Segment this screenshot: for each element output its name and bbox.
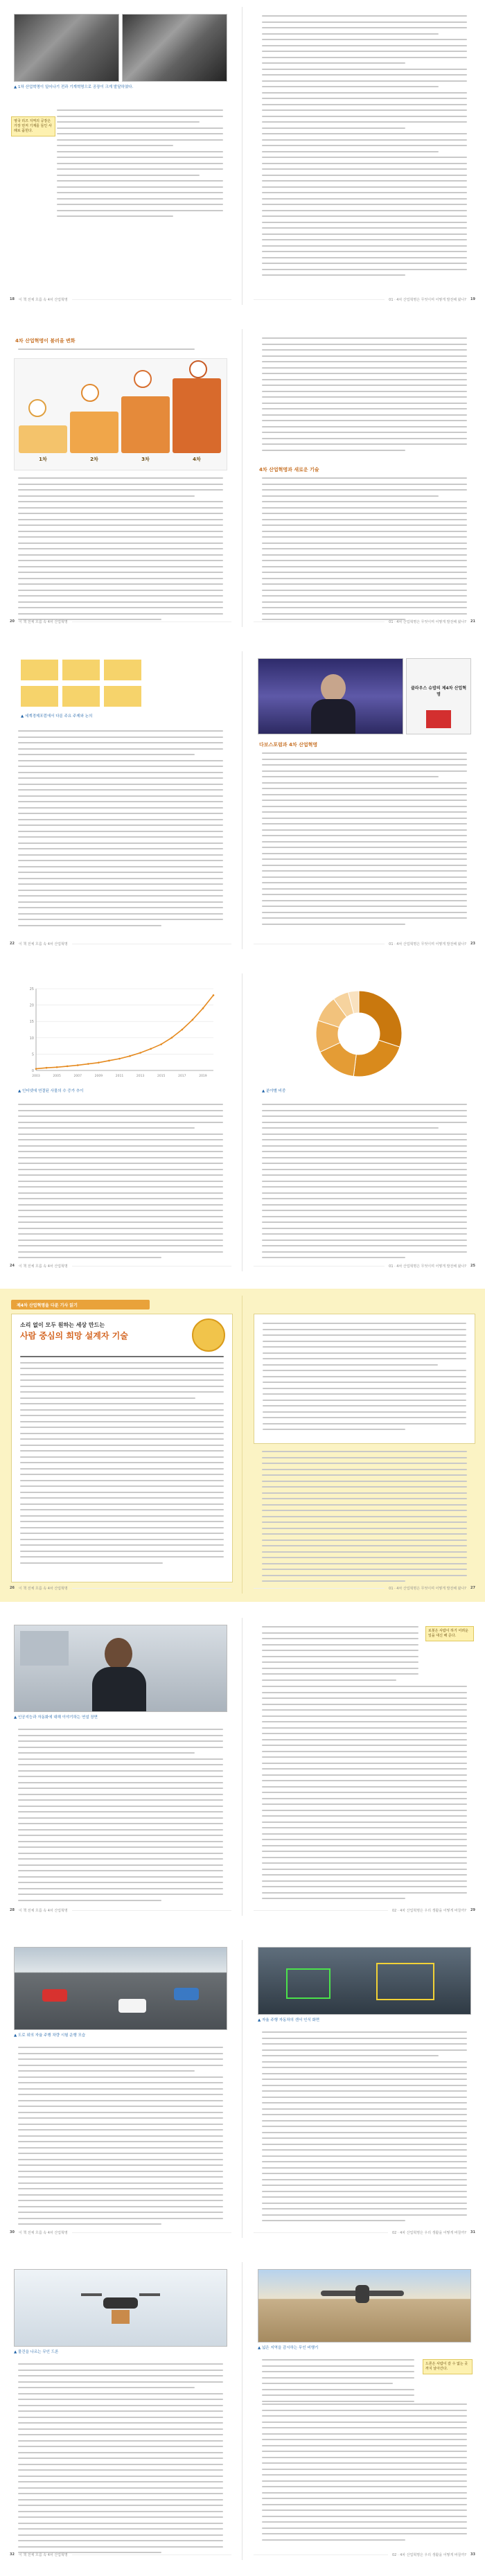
article-card bbox=[11, 1314, 233, 1582]
side-note: 로봇은 사람이 하기 어려운 일을 대신 해 준다. bbox=[425, 1626, 474, 1641]
body-text bbox=[18, 730, 223, 930]
photo-caption: ▲ 인공지능과 자동화에 대해 이야기하는 연설 장면 bbox=[14, 1715, 98, 1720]
body-text bbox=[262, 2403, 467, 2545]
page-left bbox=[4, 650, 237, 952]
page-footer bbox=[10, 295, 231, 303]
spread-1 bbox=[0, 0, 485, 313]
diagram-step-3 bbox=[121, 396, 170, 453]
factory-photo-old bbox=[14, 14, 119, 82]
headline-line-1: 소리 없이 모두 원하는 세상 만드는 bbox=[20, 1322, 105, 1328]
data-point bbox=[87, 1063, 89, 1065]
page-left bbox=[4, 972, 237, 1274]
data-point bbox=[77, 1064, 79, 1066]
running-head: 이 책 전체 흐름 속 4차 산업혁명 bbox=[18, 619, 68, 624]
drone-photo bbox=[14, 2269, 227, 2347]
x-tick-label: 2017 bbox=[178, 1075, 186, 1078]
body-text bbox=[18, 477, 223, 625]
book-title: 클라우스 슈밥의 제4차 산업혁명 bbox=[411, 686, 466, 697]
data-point bbox=[202, 1007, 204, 1009]
y-tick-label: 20 bbox=[29, 1003, 34, 1008]
article-text bbox=[263, 1323, 466, 1435]
running-head: 이 책 전체 흐름 속 4차 산업혁명 bbox=[18, 2552, 68, 2557]
body-text bbox=[262, 1104, 467, 1263]
data-point bbox=[56, 1066, 58, 1068]
running-head: 이 책 전체 흐름 속 4차 산업혁명 bbox=[18, 2230, 68, 2235]
running-head: 01 · 4차 산업혁명은 무엇이며 어떻게 발전해 왔나? bbox=[389, 619, 467, 624]
speaker-figure bbox=[321, 674, 346, 702]
page-number: 23 bbox=[470, 942, 475, 946]
article-card-continued bbox=[254, 1314, 475, 1444]
body-text bbox=[262, 15, 467, 281]
y-tick-label: 5 bbox=[31, 1052, 34, 1057]
photo-caption: ▲ 물건을 나르는 무인 드론 bbox=[14, 2350, 59, 2354]
figure-caption: ▲ 세계경제포럼에서 다룬 주요 주제와 논의 bbox=[21, 714, 93, 718]
pie-chart bbox=[290, 982, 428, 1086]
page-number: 21 bbox=[470, 619, 475, 624]
page-right bbox=[248, 972, 481, 1274]
body-text bbox=[18, 349, 223, 355]
banner-text: 제4차 산업혁명을 다룬 기사 읽기 bbox=[17, 1303, 78, 1308]
data-point bbox=[160, 1043, 162, 1046]
body-text bbox=[262, 1451, 467, 1587]
running-head: 02 · 4차 산업혁명은 우리 생활을 어떻게 바꿀까? bbox=[392, 2230, 467, 2235]
page-right bbox=[248, 650, 481, 952]
page-number: 32 bbox=[10, 2552, 15, 2557]
y-tick-label: 15 bbox=[29, 1020, 34, 1025]
running-head: 이 책 전체 흐름 속 4차 산업혁명 bbox=[18, 942, 68, 946]
page-number: 29 bbox=[470, 1908, 475, 1912]
x-tick-label: 2009 bbox=[94, 1075, 103, 1078]
topic-cell bbox=[104, 686, 141, 707]
spread-7 bbox=[0, 1933, 485, 2246]
spread-3 bbox=[0, 644, 485, 958]
topic-cell bbox=[21, 686, 58, 707]
body-text bbox=[18, 2363, 223, 2558]
topic-cell bbox=[62, 686, 100, 707]
screen-background bbox=[20, 1631, 69, 1666]
side-note: 드론은 사람이 갈 수 없는 곳까지 날아간다. bbox=[423, 2359, 473, 2374]
page-footer bbox=[254, 1262, 475, 1270]
page-number: 30 bbox=[10, 2230, 15, 2234]
running-head: 01 · 4차 산업혁명은 무엇이며 어떻게 발전해 왔나? bbox=[389, 1586, 467, 1591]
data-point bbox=[182, 1029, 184, 1031]
page-footer bbox=[10, 617, 231, 626]
factory-icon bbox=[81, 384, 99, 402]
body-text bbox=[262, 2031, 467, 2226]
surveillance-plane-photo bbox=[258, 2269, 471, 2343]
chart-caption: ▲ 분야별 비중 bbox=[262, 1089, 286, 1093]
page-number: 19 bbox=[470, 297, 475, 301]
drone-body bbox=[103, 2297, 138, 2309]
page-right bbox=[248, 1294, 481, 1596]
page-right bbox=[248, 328, 481, 630]
page-right bbox=[248, 1616, 481, 1918]
running-head: 이 책 전체 흐름 속 4차 산업혁명 bbox=[18, 1586, 68, 1591]
x-tick-label: 2003 bbox=[32, 1075, 40, 1078]
topic-cell bbox=[104, 660, 141, 680]
book-cover bbox=[406, 658, 471, 734]
page-number: 31 bbox=[470, 2230, 475, 2234]
speaker-body bbox=[92, 1667, 146, 1711]
page-footer bbox=[10, 1262, 231, 1270]
page-right bbox=[248, 6, 481, 308]
road-cars-photo bbox=[14, 1947, 227, 2030]
data-point bbox=[35, 1068, 37, 1070]
plane-body bbox=[355, 2285, 369, 2303]
running-head: 이 책 전체 흐름 속 4차 산업혁명 bbox=[18, 1264, 68, 1269]
data-point bbox=[98, 1061, 100, 1064]
y-tick-label: 0 bbox=[31, 1069, 34, 1073]
running-head: 01 · 4차 산업혁명은 무엇이며 어떻게 발전해 왔나? bbox=[389, 1264, 467, 1269]
data-point bbox=[170, 1037, 173, 1039]
page-number: 28 bbox=[10, 1908, 15, 1912]
drone-rotor bbox=[139, 2293, 160, 2296]
book-cover-mark bbox=[426, 710, 451, 728]
speech-photo bbox=[14, 1625, 227, 1712]
body-text bbox=[262, 477, 467, 625]
page-footer bbox=[254, 1906, 475, 1914]
photo-caption: ▲ 넓은 지역을 감시하는 무인 비행기 bbox=[258, 2346, 319, 2350]
line-chart bbox=[18, 982, 219, 1086]
topic-cell bbox=[21, 660, 58, 680]
x-tick-label: 2015 bbox=[157, 1075, 166, 1078]
page-left bbox=[4, 1939, 237, 2241]
running-head: 02 · 4차 산업혁명은 우리 생활을 어떻게 바꿀까? bbox=[392, 1908, 467, 1913]
section-heading: 다보스포럼과 4차 산업혁명 bbox=[259, 742, 318, 748]
diagram-label-4: 4차 bbox=[193, 457, 201, 462]
page-number: 27 bbox=[470, 1586, 475, 1590]
page-number: 24 bbox=[10, 1264, 15, 1268]
topic-grid bbox=[21, 660, 146, 709]
x-tick-label: 2005 bbox=[53, 1075, 61, 1078]
diagram-label-1: 1차 bbox=[39, 457, 47, 462]
robot-icon bbox=[189, 360, 207, 378]
spread-2 bbox=[0, 322, 485, 635]
photo-caption: ▲ 1차 산업혁명이 일어나기 전과 기계혁명으로 공장이 크게 발달하였다. bbox=[14, 85, 134, 89]
photo-caption: ▲ 도로 위의 자율 주행 차량 시험 운행 모습 bbox=[14, 2034, 86, 2038]
body-text bbox=[262, 752, 467, 929]
data-point bbox=[213, 994, 215, 996]
package-box bbox=[112, 2310, 130, 2324]
running-head: 이 책 전체 흐름 속 4차 산업혁명 bbox=[18, 1908, 68, 1913]
data-point bbox=[118, 1058, 121, 1060]
page-footer bbox=[10, 2228, 231, 2237]
body-text bbox=[262, 2359, 414, 2406]
running-head: 01 · 4차 산업혁명은 무엇이며 어떻게 발전해 왔나? bbox=[389, 942, 467, 946]
spread-6 bbox=[0, 1611, 485, 1924]
running-head: 02 · 4차 산업혁명은 우리 생활을 어떻게 바꿀까? bbox=[392, 2552, 467, 2557]
page-left bbox=[4, 2261, 237, 2563]
chart-caption: ▲ 인터넷에 연결된 사물의 수 증가 추이 bbox=[18, 1089, 84, 1093]
page-number: 20 bbox=[10, 619, 15, 624]
page-number: 18 bbox=[10, 297, 15, 301]
data-point bbox=[192, 1019, 194, 1021]
x-tick-label: 2011 bbox=[115, 1075, 124, 1078]
page-footer bbox=[254, 1584, 475, 1592]
page-left bbox=[4, 1616, 237, 1918]
page-footer bbox=[254, 617, 475, 626]
article-text bbox=[20, 1356, 224, 1568]
body-text bbox=[262, 337, 467, 455]
pie-slice bbox=[353, 1040, 400, 1077]
page-footer bbox=[254, 939, 475, 948]
body-text bbox=[18, 1104, 223, 1263]
page-number: 33 bbox=[470, 2552, 475, 2557]
topic-cell bbox=[62, 660, 100, 680]
photo-caption: ▲ 자율 주행 자동차의 센서 인식 화면 bbox=[258, 2018, 320, 2022]
page-footer bbox=[254, 2228, 475, 2237]
speaker-body bbox=[311, 699, 355, 734]
page-right bbox=[248, 2261, 481, 2563]
spread-4 bbox=[0, 967, 485, 1280]
headline-line-2: 사람 중심의 희망 설계자 기술 bbox=[20, 1331, 128, 1341]
section-heading: 4차 산업혁명과 새로운 기술 bbox=[259, 467, 319, 473]
factory-photo-machines bbox=[122, 14, 227, 82]
gear-icon bbox=[28, 399, 46, 417]
car-shape bbox=[174, 1988, 199, 2000]
page-footer bbox=[10, 939, 231, 948]
data-point bbox=[139, 1052, 141, 1054]
page-right bbox=[248, 1939, 481, 2241]
forum-speaker-photo bbox=[258, 658, 403, 734]
spread-5 bbox=[0, 1289, 485, 1602]
running-head: 01 · 4차 산업혁명은 무엇이며 어떻게 발전해 왔나? bbox=[389, 297, 467, 302]
section-heading: 4차 산업혁명이 불러올 변화 bbox=[15, 338, 76, 344]
y-tick-label: 25 bbox=[29, 987, 34, 991]
body-text bbox=[262, 1686, 467, 1904]
diagram-step-1 bbox=[19, 425, 67, 453]
industrial-revolution-diagram bbox=[14, 358, 227, 470]
side-note: 영국 리즈 지역의 공장은 가장 먼저 기계를 들인 사례로 꼽힌다. bbox=[11, 116, 55, 136]
detection-box bbox=[376, 1963, 434, 2000]
page-number: 25 bbox=[470, 1264, 475, 1268]
diagram-step-2 bbox=[70, 412, 118, 453]
data-point bbox=[46, 1067, 48, 1069]
page-left bbox=[4, 1294, 237, 1596]
page-footer bbox=[10, 1906, 231, 1914]
page-number: 26 bbox=[10, 1586, 15, 1590]
body-text bbox=[18, 2047, 223, 2230]
data-point bbox=[67, 1066, 69, 1068]
body-text bbox=[262, 1626, 418, 1685]
pie-slice bbox=[359, 991, 402, 1047]
page-left bbox=[4, 6, 237, 308]
body-text bbox=[18, 1729, 223, 1905]
page-number: 22 bbox=[10, 942, 15, 946]
car-shape bbox=[42, 1989, 67, 2002]
x-tick-label: 2007 bbox=[73, 1075, 82, 1078]
page-footer bbox=[10, 1584, 231, 1592]
diagram-label-3: 3차 bbox=[141, 457, 150, 462]
computer-icon bbox=[134, 370, 152, 388]
page-left bbox=[4, 328, 237, 630]
data-point bbox=[129, 1055, 131, 1057]
sensor-view-photo bbox=[258, 1947, 471, 2015]
spread-8 bbox=[0, 2255, 485, 2568]
page-footer bbox=[254, 2550, 475, 2559]
speaker-figure bbox=[105, 1638, 132, 1670]
x-tick-label: 2013 bbox=[136, 1075, 145, 1078]
x-tick-label: 2019 bbox=[199, 1075, 207, 1078]
running-head: 이 책 전체 흐름 속 4차 산업혁명 bbox=[18, 297, 68, 302]
article-badge-icon bbox=[192, 1318, 225, 1352]
article-banner bbox=[11, 1300, 150, 1309]
series-line bbox=[36, 995, 213, 1068]
drone-rotor bbox=[81, 2293, 102, 2296]
page-footer bbox=[254, 295, 475, 303]
page-footer bbox=[10, 2550, 231, 2559]
y-tick-label: 10 bbox=[29, 1036, 34, 1041]
diagram-step-4 bbox=[173, 378, 221, 453]
data-point bbox=[108, 1060, 110, 1062]
detection-box bbox=[286, 1968, 330, 1999]
data-point bbox=[150, 1048, 152, 1050]
diagram-label-2: 2차 bbox=[90, 457, 98, 462]
car-shape bbox=[118, 1999, 146, 2013]
body-text bbox=[57, 109, 223, 222]
